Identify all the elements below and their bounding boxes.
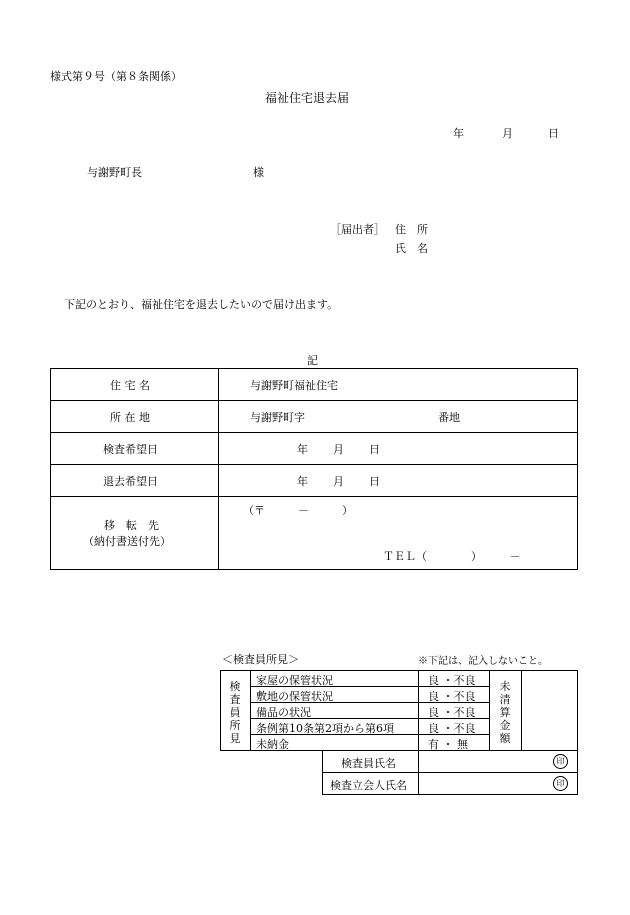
inspector-seal-icon: 印 — [553, 754, 568, 769]
row-housing-name-value: 与謝野町福祉住宅 — [250, 379, 338, 392]
row-new-address-sublabel: （納付書送付先） — [83, 535, 171, 548]
applicant-label: ［届出者］ — [330, 223, 385, 236]
addressee-honorific: 様 — [253, 166, 264, 179]
date-day-label: 日 — [548, 127, 559, 140]
row-inspection-date-label: 検査希望日 — [103, 443, 158, 456]
item-house-value: 良 ・不良 — [428, 674, 476, 687]
item-ordinance-label: 条例第10条第2項から第6項 — [256, 722, 394, 735]
witness-name-label: 検査立会人氏名 — [330, 779, 407, 792]
item-fixtures-label: 備品の状況 — [256, 706, 311, 719]
moveout-day-label: 日 — [369, 475, 380, 488]
item-house-label: 家屋の保管状況 — [256, 674, 333, 687]
ki-label: 記 — [307, 354, 318, 367]
applicant-name-label: 氏 名 — [395, 242, 428, 255]
item-lot-label: 敷地の保管状況 — [256, 690, 333, 703]
unpaid-amount-label: 未清算金額 — [499, 680, 511, 745]
inspector-name-label: 検査員氏名 — [341, 757, 396, 770]
witness-seal-icon: 印 — [553, 776, 568, 791]
inspection-note: ※下記は、記入しないこと。 — [418, 656, 548, 667]
applicant-address-label: 住 所 — [395, 223, 428, 236]
postal-code-field: （〒 － ） — [243, 504, 353, 517]
body-text: 下記のとおり、福祉住宅を退去したいので届け出ます。 — [64, 298, 339, 311]
inspection-day-label: 日 — [369, 443, 380, 456]
row-new-address-label: 移 転 先 — [104, 519, 159, 532]
date-year-label: 年 — [453, 127, 464, 140]
item-ordinance-value: 良 ・不良 — [428, 722, 476, 735]
tel-field: ＴＥＬ（ ） － — [383, 550, 521, 563]
row-moveout-date-label: 退去希望日 — [103, 475, 158, 488]
date-month-label: 月 — [502, 127, 513, 140]
item-unpaid-value: 有 ・ 無 — [428, 738, 468, 751]
row-location-value: 与謝野町字 — [250, 411, 305, 424]
page-title: 福祉住宅退去届 — [265, 91, 350, 105]
inspection-heading: ＜検査員所見＞ — [222, 653, 299, 666]
inspection-side-label: 検査員所見 — [229, 680, 241, 745]
moveout-year-label: 年 — [297, 475, 308, 488]
item-unpaid-label: 未納金 — [256, 738, 289, 751]
row-housing-name-label: 住 宅 名 — [110, 379, 150, 392]
row-location-label: 所 在 地 — [110, 411, 150, 424]
row-location-banchi: 番地 — [438, 411, 460, 424]
addressee-name: 与謝野町長 — [87, 166, 142, 179]
inspection-month-label: 月 — [333, 443, 344, 456]
item-lot-value: 良 ・不良 — [428, 690, 476, 703]
item-fixtures-value: 良 ・不良 — [428, 706, 476, 719]
moveout-month-label: 月 — [333, 475, 344, 488]
form-number: 様式第９号（第８条関係） — [50, 70, 182, 83]
inspection-year-label: 年 — [297, 443, 308, 456]
